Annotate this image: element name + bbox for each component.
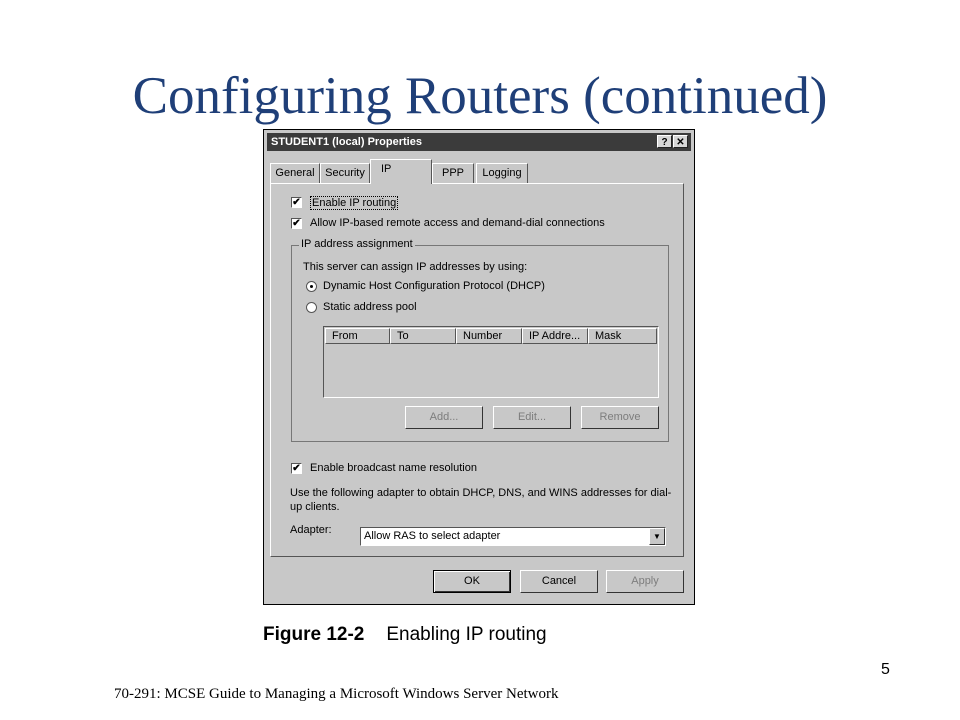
slide-title: Configuring Routers (continued) [132,67,828,125]
adapter-select-value: Allow RAS to select adapter [364,530,501,542]
broadcast-name-resolution-checkbox[interactable]: ✔ [292,463,301,474]
slide-number: 5 [881,661,890,678]
allow-ip-remote-access-checkbox[interactable]: ✔ [292,218,301,229]
adapter-description: Use the following adapter to obtain DHCP, DNS, and WINS addresses for dial-up clients. [290,487,672,513]
static-pool-list[interactable] [323,326,659,398]
dhcp-radio-label[interactable]: Dynamic Host Configuration Protocol (DHCP) [323,280,545,292]
tab-ip[interactable]: IP [370,159,432,184]
dialog-title: STUDENT1 (local) Properties [271,136,422,148]
column-number[interactable]: Number [456,328,522,344]
adapter-label: Adapter: [290,524,332,536]
ip-address-assignment-title: IP address assignment [301,238,413,250]
properties-dialog [263,129,695,605]
column-mask[interactable]: Mask [588,328,657,344]
slide-footer: 70-291: MCSE Guide to Managing a Microsoft Windows Server Network [114,686,559,702]
tab-logging[interactable]: Logging [476,163,528,183]
cancel-button[interactable]: Cancel [520,570,598,593]
tab-ppp[interactable]: PPP [432,163,474,183]
allow-ip-remote-access-label[interactable]: Allow IP-based remote access and demand-dial connections [310,217,605,229]
dhcp-radio[interactable] [306,281,317,292]
chevron-down-icon[interactable]: ▼ [649,528,665,545]
assignment-description: This server can assign IP addresses by using: [303,261,528,273]
enable-ip-routing-label[interactable]: Enable IP routing [312,197,397,209]
close-button[interactable]: ✕ [673,135,688,148]
add-button[interactable]: Add... [405,406,483,429]
figure-caption [263,624,547,646]
help-button[interactable]: ? [657,135,672,148]
column-ip-address[interactable]: IP Addre... [522,328,588,344]
edit-button[interactable]: Edit... [493,406,571,429]
figure-caption-text: Enabling IP routing [386,624,547,645]
column-to[interactable]: To [390,328,456,344]
tab-strip [270,158,690,184]
static-pool-radio-label[interactable]: Static address pool [323,301,417,313]
ip-tab-panel [270,183,684,557]
tab-security[interactable]: Security [320,163,370,183]
enable-ip-routing-checkbox[interactable]: ✔ [292,197,301,208]
apply-button[interactable]: Apply [606,570,684,593]
dialog-titlebar[interactable] [267,133,691,151]
ok-button[interactable]: OK [433,570,511,593]
figure-label: Figure 12-2 [263,624,365,645]
tab-general[interactable]: General [270,163,320,183]
broadcast-name-resolution-label[interactable]: Enable broadcast name resolution [310,462,477,474]
column-from[interactable]: From [325,328,390,344]
adapter-select[interactable] [360,527,666,546]
remove-button[interactable]: Remove [581,406,659,429]
static-pool-radio[interactable] [306,302,317,313]
